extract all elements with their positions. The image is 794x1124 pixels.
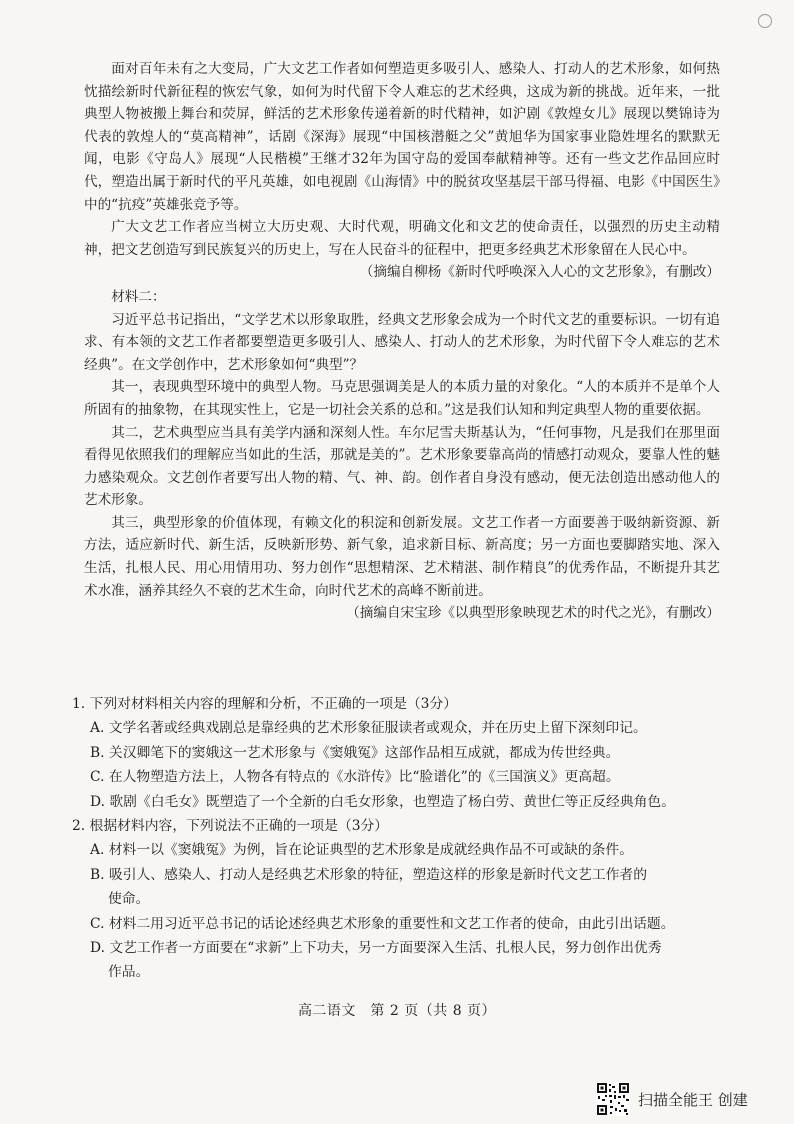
question-stem: 1. 下列对材料相关内容的理解和分析，不正确的一项是（3分） [72,696,458,712]
material-two-paragraph-2: 其一，表现典型环境中的典型人物。马克思强调美是人的本质力量的对象化。“人的本质并不是单个人所固有的抽象物，在其现实性上，它是一切社会关系的总和。”这是我们认知和判定典型人物的重要依据。 [84,379,720,418]
material-two-paragraph-1: 习近平总书记指出，“文学艺术以形象取胜，经典文艺形象会成为一个时代文艺的重要标识。一切有追求、有本领的文艺工作者都要塑造更多吸引人、感染人、打动人的艺术形象，为时代留下令人难忘的艺术经典”。在文学创作中，艺术形象如何“典型”？ [84,311,720,373]
question-stem: 2. 根据材料内容，下列说法不正确的一项是（3分） [72,818,389,835]
option-b: B. 吸引人、感染人、打动人是经典艺术形象的特征，塑造这样的形象是新时代文艺工作者的 [90,866,647,883]
material-two-source: （摘编自宋宝珍《以典型形象映现艺术的时代之光》，有删改） [346,605,720,622]
option-c: C. 在人物塑造方法上，人物各有特点的《水浒传》比“脸谱化”的《三国演义》更高超。 [90,769,620,786]
option-a: A. 文学名著或经典戏剧总是靠经典的艺术形象征服读者或观众，并在历史上留下深刻印记。 [90,720,647,737]
material-two-paragraph-3: 其二，艺术典型应当具有美学内涵和深刻人性。车尔尼雪夫斯基认为，“任何事物，凡是我们在那里面看得见依照我们的理解应当如此的生活，那就是美的”。艺术形象要靠高尚的情感打动观众，要靠人性的魅力感染观众。文艺创作者要写出人物的精、气、神、韵。创作者自身没有感动，便无法创造出感动他人的艺术形象。 [84,424,720,509]
material-two-heading: 材料二： [111,288,166,305]
material-one-source: （摘编自柳杨《新时代呼唤深入人心的文艺形象》，有删改） [359,264,720,281]
material-one-paragraph-2: 广大文艺工作者应当树立大历史观、大时代观，明确文化和文艺的使命责任，以强烈的历史主动精神，把文艺创造写到民族复兴的历史上，写在人民奋斗的征程中，把更多经典艺术形象留在人民心中。 [84,219,720,258]
page-footer: 高二语文 第 2 页（共 8 页） [297,1003,497,1019]
option-c: C. 材料二用习近平总书记的话论述经典艺术形象的重要性和文艺工作者的使命，由此引出话题。 [90,915,675,932]
option-b: B. 关汉卿笔下的窦娥这一艺术形象与《窦娥冤》这部作品相互成就，都成为传世经典。 [90,744,620,761]
qr-code-icon [596,1082,630,1116]
question-2 [72,814,732,985]
option-d-continuation: 作品。 [108,964,150,981]
question-1 [72,692,732,814]
material-one-paragraph-1: 面对百年未有之大变局，广大文艺工作者如何塑造更多吸引人、感染人、打动人的艺术形象，如何热忱描绘新时代新征程的恢宏气象，如何为时代留下令人难忘的艺术经典，这成为新的挑战。近年来，一批典型人物被搬上舞台和荧屏，鲜活的艺术形象传递着新的时代精神，如沪剧《敦煌女儿》展现以樊锦诗为代表的敦煌人的“莫高精神”，话剧《深海》展现“中国核潜艇之父”黄旭华为国家事业隐姓埋名的默默无闻，电影《守岛人》展现“人民楷模”王继才32年为国守岛的爱国奉献精神等。还有一些文艺作品回应时代，塑造出属于新时代的平凡英雄，如电视剧《山海情》中的脱贫攻坚基层干部马得福、电影《中国医生》中的“抗疫”英雄张竞予等。 [84,61,720,213]
reading-passage [84,58,720,627]
corner-mark [758,14,772,28]
option-a: A. 材料一以《窦娥冤》为例，旨在论证典型的艺术形象是成就经典作品不可或缺的条件。 [90,842,634,859]
scanner-badge-text: 扫描全能王 创建 [638,1090,748,1109]
option-b-continuation: 使命。 [108,891,150,908]
scanner-watermark [596,1082,748,1116]
option-d: D. 歌剧《白毛女》既塑造了一个全新的白毛女形象，也塑造了杨白劳、黄世仁等正反经典角色。 [90,793,676,810]
option-d: D. 文艺工作者一方面要在“求新”上下功夫，另一方面要深入生活、扎根人民，努力创作出优秀 [90,940,662,957]
material-two-paragraph-4: 其三，典型形象的价值体现，有赖文化的积淀和创新发展。文艺工作者一方面要善于吸纳新资源、新方法，适应新时代、新生活，反映新形势、新气象，追求新目标、新高度；另一方面也要脚踏实地、深入生活，扎根人民、用心用情用功、努力创作“思想精深、艺术精湛、制作精良”的优秀作品，不断提升其艺术水准，涵养其经久不衰的艺术生命，向时代艺术的高峰不断前进。 [84,514,720,599]
questions-section [72,692,732,985]
